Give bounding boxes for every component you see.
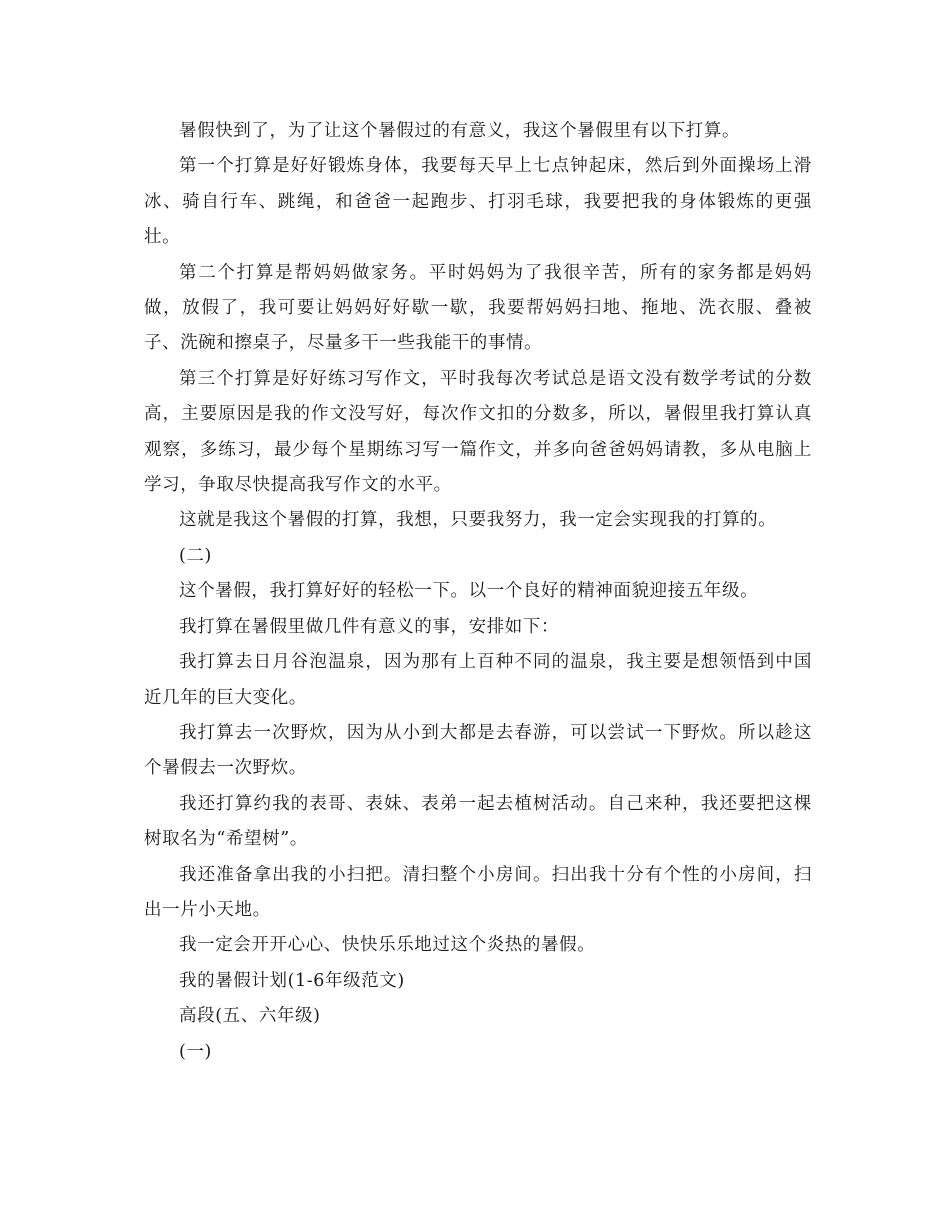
subtitle-grade-level: 高段(五、六年级): [179, 1006, 321, 1027]
title-summer-plan: 我的暑假计划(1-6年级范文): [179, 970, 405, 991]
paragraph-tree-planting: 我还打算约我的表哥、表妹、表弟一起去植树活动。自己来种，我还要把这棵树取名为“希望树”。: [144, 793, 812, 850]
document-body: [144, 114, 812, 1070]
paragraph-hot-spring: 我打算去日月谷泡温泉，因为那有上百种不同的温泉，我主要是想领悟到中国近几年的巨大变化。: [144, 652, 812, 708]
paragraph-arrangement: 我打算在暑假里做几件有意义的事，安排如下：: [179, 616, 560, 637]
section-heading-one: (一): [179, 1041, 212, 1062]
paragraph-intro: 暑假快到了，为了让这个暑假过的有意义，我这个暑假里有以下打算。: [179, 121, 741, 141]
paragraph-picnic: 我打算去一次野炊，因为从小到大都是去春游，可以尝试一下野炊。所以趁这个暑假去一次野炊。: [144, 722, 812, 779]
paragraph-cleaning: 我还准备拿出我的小扫把。清扫整个小房间。扫出我十分有个性的小房间，扫出一片小天地。: [144, 864, 812, 920]
paragraph-conclusion: 这就是我这个暑假的打算，我想，只要我努力，我一定会实现我的打算的。: [179, 510, 777, 531]
paragraph-plan-writing: 第三个打算是好好练习写作文，平时我每次考试总是语文没有数学考试的分数高，主要原因是我的作文没写好，每次作文扣的分数多，所以，暑假里我打算认真观察，多练习，最少每个星期练习写一篇作文，并多向爸爸妈妈请教，多从电脑上学习，争取尽快提高我写作文的水平。: [144, 368, 812, 496]
section-heading-two: (二): [179, 545, 212, 566]
paragraph-happy-summer: 我一定会开开心心、快快乐乐地过这个炎热的暑假。: [179, 935, 596, 956]
paragraph-relax: 这个暑假，我打算好好的轻松一下。以一个良好的精神面貌迎接五年级。: [179, 581, 759, 602]
paragraph-plan-housework: 第二个打算是帮妈妈做家务。平时妈妈为了我很辛苦，所有的家务都是妈妈做，放假了，我可要让妈妈好好歇一歇，我要帮妈妈扫地、拖地、洗衣服、叠被子、洗碗和擦桌子，尽量多干一些我能干的事情。: [144, 262, 812, 354]
paragraph-plan-exercise: 第一个打算是好好锻炼身体，我要每天早上七点钟起床，然后到外面操场上滑冰、骑自行车、跳绳，和爸爸一起跑步、打羽毛球，我要把我的身体锻炼的更强壮。: [144, 156, 812, 248]
